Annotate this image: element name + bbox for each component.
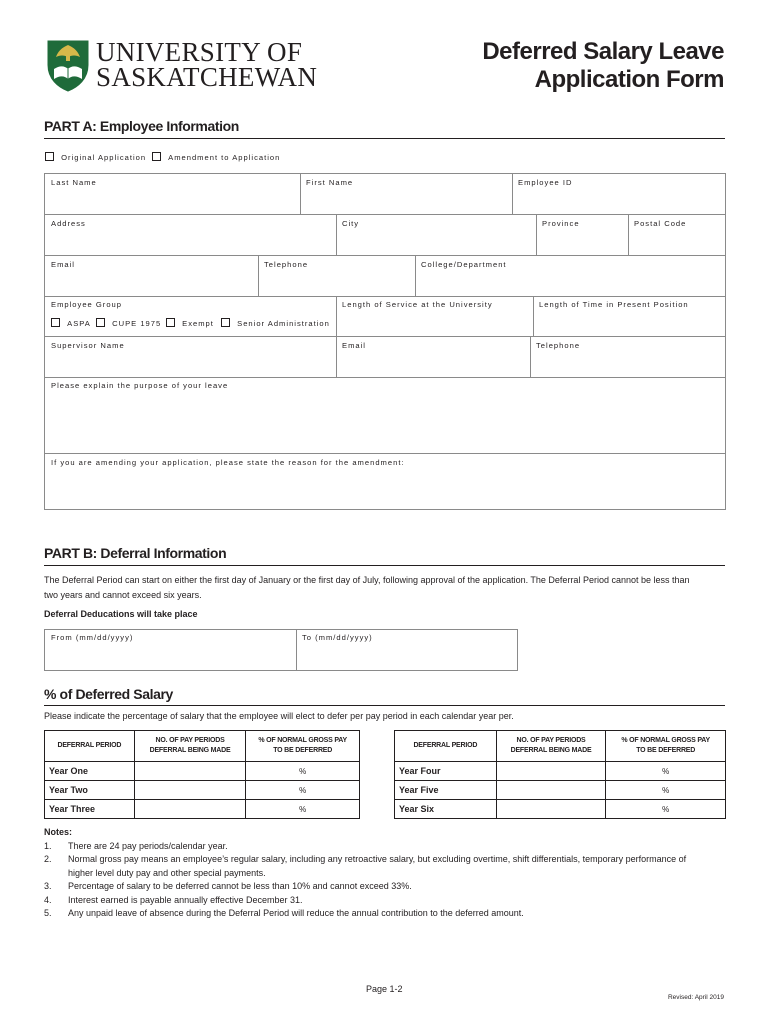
col-header-deferral-period-right: DEFERRAL PERIOD (395, 731, 497, 762)
amendment-reason-field[interactable]: If you are amending your application, please state the reason for the amendment: (51, 458, 405, 467)
supervisor-email-field[interactable]: Email (342, 341, 366, 350)
col-header-pay-periods: NO. OF PAY PERIODS DEFERRAL BEING MADE (134, 731, 246, 762)
original-application-label: Original Application (61, 153, 147, 162)
first-name-field[interactable]: First Name (306, 178, 354, 187)
group-exempt-option[interactable]: Exempt (166, 318, 214, 328)
leave-purpose-field[interactable]: Please explain the purpose of your leave (51, 381, 229, 390)
college-department-field[interactable]: College/Department (421, 260, 507, 269)
year-two-percent-input[interactable]: % (246, 781, 360, 800)
part-a-title: PART A: Employee Information (44, 118, 239, 134)
year-five-percent-input[interactable]: % (606, 781, 726, 800)
deduction-to-date-field[interactable]: To (mm/dd/yyyy) (302, 633, 373, 642)
year-six-label: Year Six (395, 800, 497, 819)
year-one-label: Year One (45, 762, 135, 781)
group-cupe-option[interactable]: CUPE 1975 (96, 318, 161, 328)
cupe-checkbox[interactable] (96, 318, 105, 327)
table-row (395, 800, 726, 819)
year-two-pay-periods-input[interactable] (134, 781, 246, 800)
form-title: Deferred Salary Leave Application Form (482, 38, 724, 93)
postal-code-field[interactable]: Postal Code (634, 219, 687, 228)
year-six-pay-periods-input[interactable] (496, 800, 606, 819)
year-two-label: Year Two (45, 781, 135, 800)
address-field[interactable]: Address (51, 219, 86, 228)
revised-date: Revised: April 2019 (667, 994, 724, 1001)
deferred-salary-instruction: Please indicate the percentage of salary that the employee will elect to defer per pay period in each calendar year per. (44, 711, 514, 721)
table-row (395, 781, 726, 800)
part-a-rule (44, 138, 725, 139)
deduction-from-date-field[interactable]: From (mm/dd/yyyy) (51, 633, 134, 642)
last-name-field[interactable]: Last Name (51, 178, 97, 187)
notes-title: Notes: (44, 827, 73, 837)
page-number: Page 1-2 (366, 984, 403, 994)
length-of-time-position-field[interactable]: Length of Time in Present Position (539, 300, 689, 309)
year-three-percent-input[interactable]: % (246, 800, 360, 819)
group-senior-admin-option[interactable]: Senior Administration (221, 318, 330, 328)
year-four-percent-input[interactable]: % (606, 762, 726, 781)
col-header-percent-gross-right: % OF NORMAL GROSS PAY TO BE DEFERRED (606, 731, 726, 762)
year-three-pay-periods-input[interactable] (134, 800, 246, 819)
amendment-application-label: Amendment to Application (168, 153, 281, 162)
table-row (45, 800, 360, 819)
list-item: higher level duty pay and other special payments. (68, 867, 266, 878)
original-application-checkbox[interactable] (45, 152, 54, 161)
table-row (45, 781, 360, 800)
list-item: 5. Any unpaid leave of absence during the Deferral Period will reduce the annual contribution to the deferred amount. (44, 908, 524, 918)
university-wordmark: UNIVERSITY OF SASKATCHEWAN (96, 37, 318, 92)
university-shield-logo (46, 39, 90, 93)
length-of-service-field[interactable]: Length of Service at the University (342, 300, 493, 309)
employee-id-field[interactable]: Employee ID (518, 178, 573, 187)
city-field[interactable]: City (342, 219, 360, 228)
list-item: 2. Normal gross pay means an employee’s regular salary, including any retroactive salary, but excluding overtime, shift differentials, temporary performance of (44, 854, 687, 864)
supervisor-telephone-field[interactable]: Telephone (536, 341, 581, 350)
year-five-label: Year Five (395, 781, 497, 800)
col-header-deferral-period: DEFERRAL PERIOD (45, 731, 135, 762)
amendment-application-checkbox[interactable] (152, 152, 161, 161)
year-one-pay-periods-input[interactable] (134, 762, 246, 781)
year-five-pay-periods-input[interactable] (496, 781, 606, 800)
deferral-period-intro: The Deferral Period can start on either the first day of January or the first day of July, following approval of the application. The Deferral Period cannot be less than two years and cannot exceed six years. (44, 575, 690, 600)
year-three-label: Year Three (45, 800, 135, 819)
exempt-checkbox[interactable] (166, 318, 175, 327)
telephone-field[interactable]: Telephone (264, 260, 309, 269)
province-field[interactable]: Province (542, 219, 580, 228)
senior-admin-checkbox[interactable] (221, 318, 230, 327)
part-b-title: PART B: Deferral Information (44, 545, 227, 561)
deductions-heading: Deferral Deducations will take place (44, 609, 198, 619)
year-one-percent-input[interactable]: % (246, 762, 360, 781)
year-four-label: Year Four (395, 762, 497, 781)
amendment-application-option[interactable] (152, 152, 280, 162)
aspa-checkbox[interactable] (51, 318, 60, 327)
list-item: 4. Interest earned is payable annually effective December 31. (44, 894, 303, 905)
notes-section (44, 826, 734, 921)
deferred-salary-rule (44, 705, 725, 706)
supervisor-name-field[interactable]: Supervisor Name (51, 341, 125, 350)
col-header-percent-gross: % OF NORMAL GROSS PAY TO BE DEFERRED (246, 731, 360, 762)
table-row (395, 762, 726, 781)
original-application-option[interactable] (45, 152, 146, 162)
deferral-table-left (44, 730, 360, 819)
group-aspa-option[interactable]: ASPA (51, 318, 91, 328)
list-item: 3. Percentage of salary to be deferred cannot be less than 10% and cannot exceed 33%. (44, 881, 412, 891)
deferred-salary-title: % of Deferred Salary (44, 686, 173, 702)
part-b-rule (44, 565, 725, 566)
col-header-pay-periods-right: NO. OF PAY PERIODS DEFERRAL BEING MADE (496, 731, 606, 762)
deferral-table-right (394, 730, 726, 819)
year-four-pay-periods-input[interactable] (496, 762, 606, 781)
year-six-percent-input[interactable]: % (606, 800, 726, 819)
list-item: 1. There are 24 pay periods/calendar year. (44, 840, 228, 851)
email-field[interactable]: Email (51, 260, 75, 269)
table-row (45, 762, 360, 781)
employee-group-label: Employee Group (51, 300, 122, 309)
